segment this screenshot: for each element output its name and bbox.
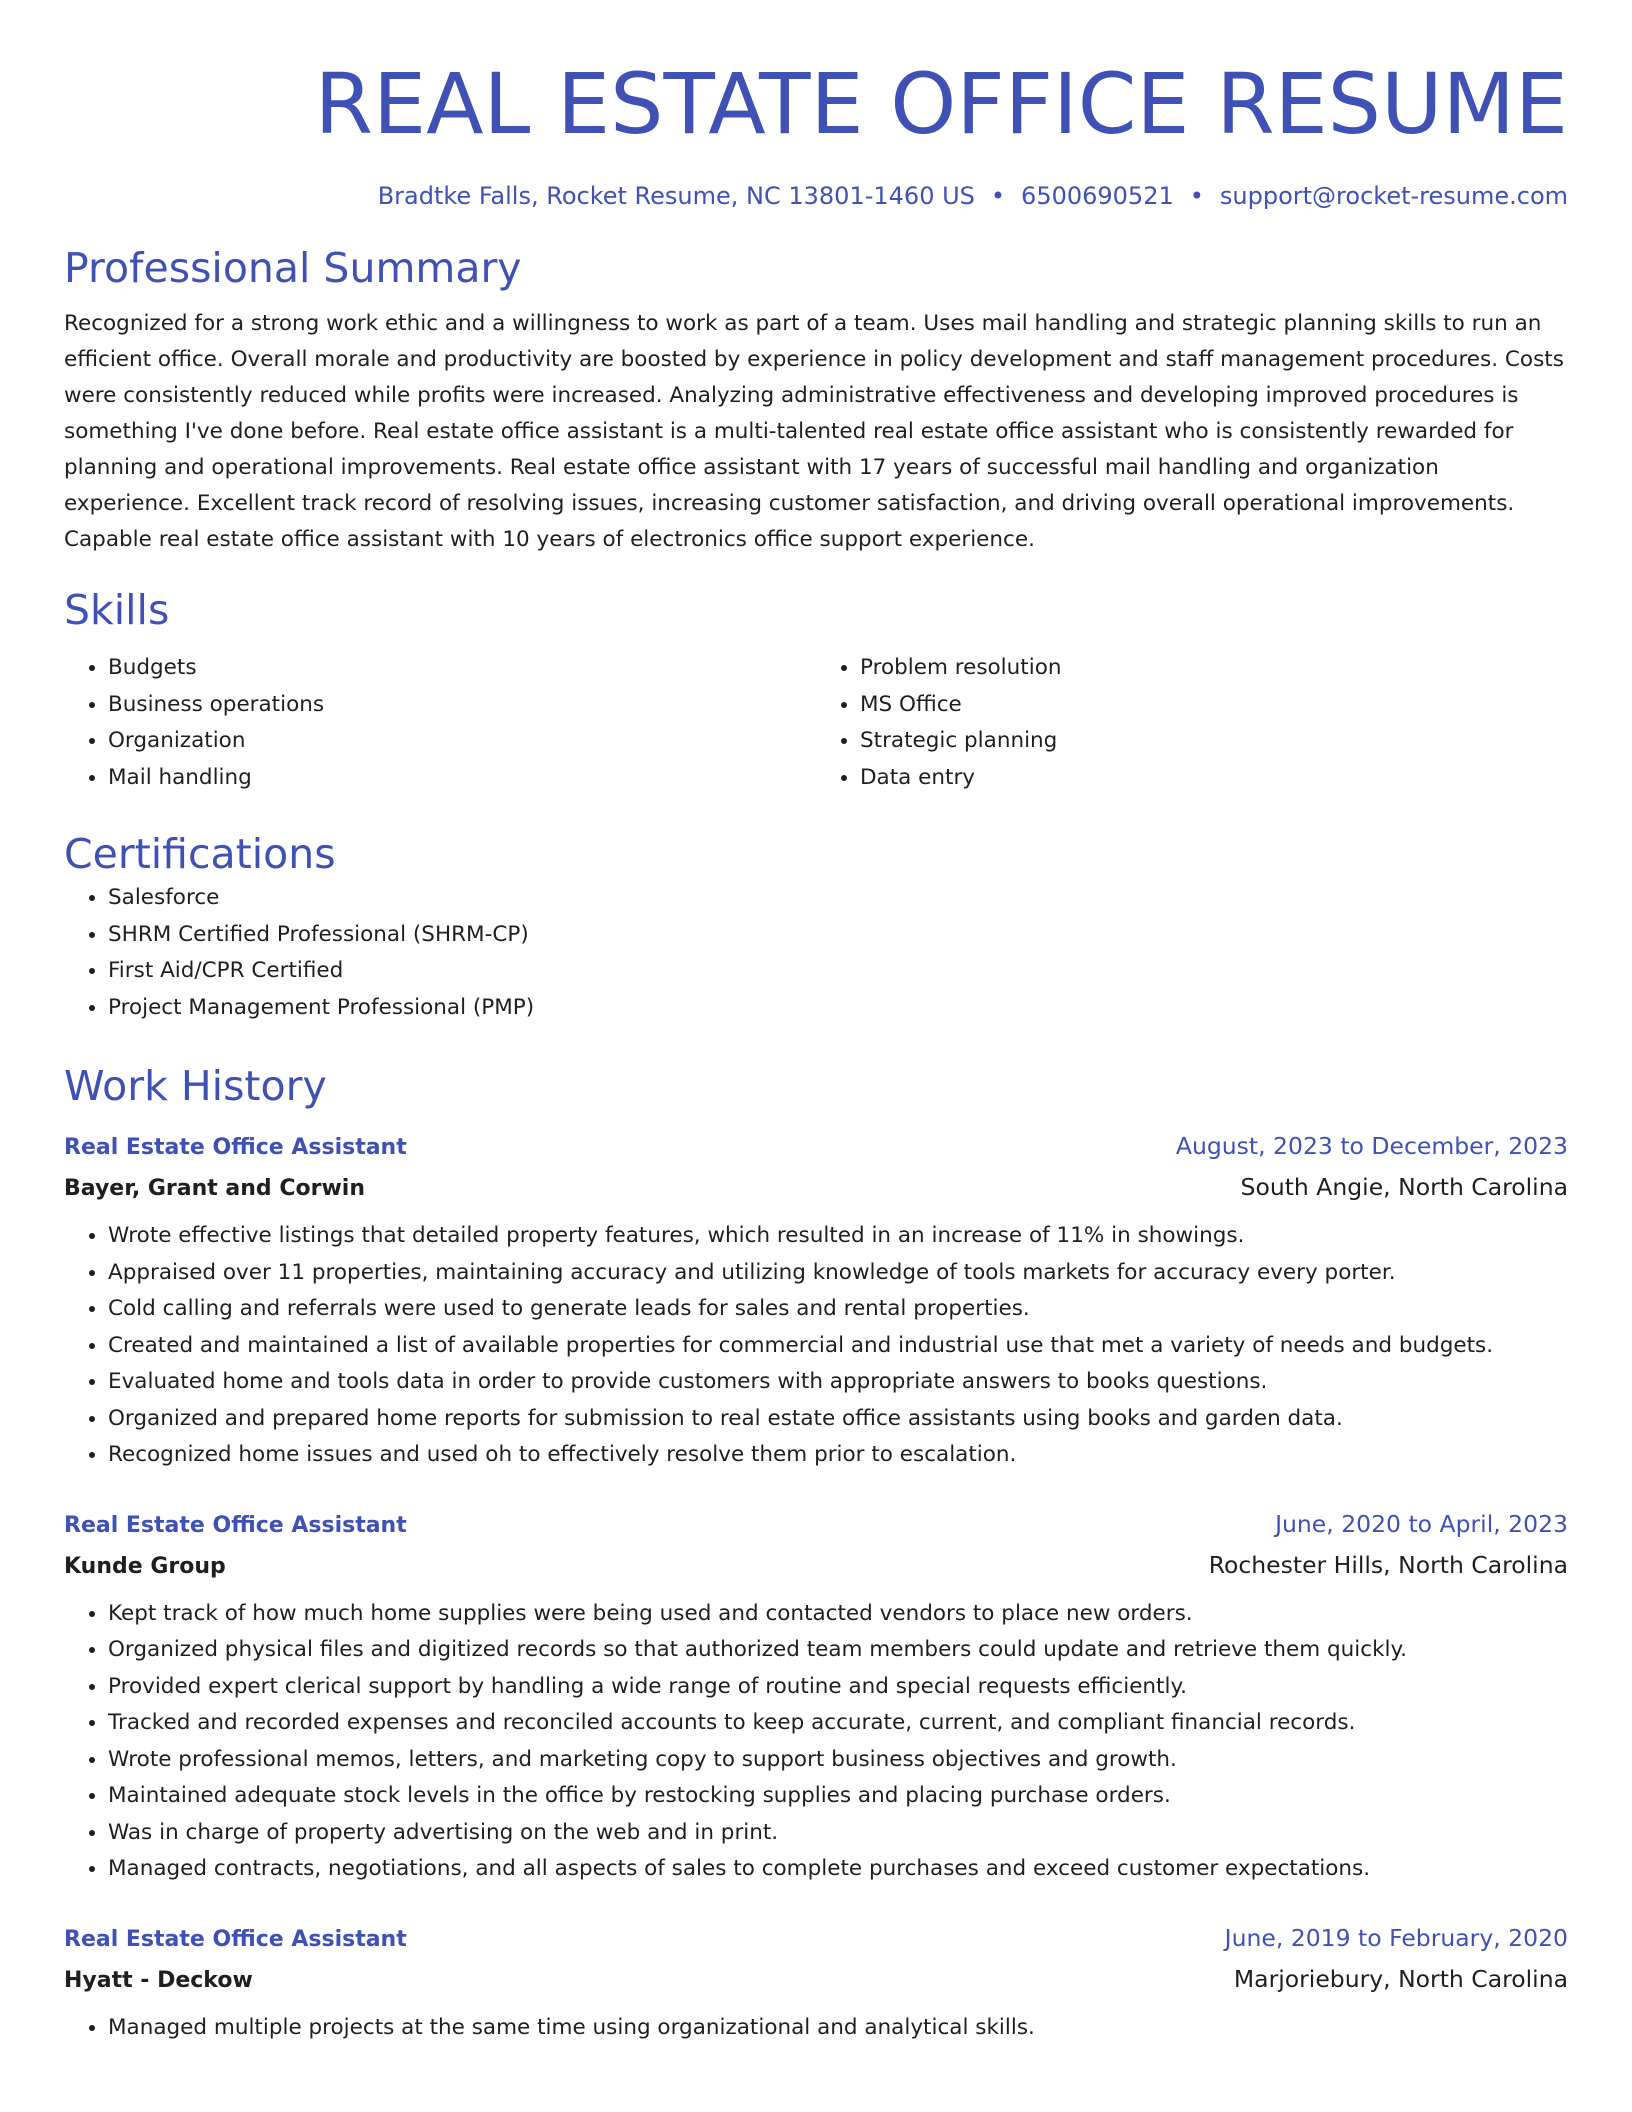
job-bullet: • Wrote professional memos, letters, and marketing copy to support business objectives and growth. <box>108 1742 1568 1779</box>
job-bullet: • Was in charge of property advertising on the web and in print. <box>108 1815 1568 1852</box>
job-entry <box>64 1504 1568 1888</box>
job-bullet: • Organized and prepared home reports for submission to real estate office assistants using books and garden data. <box>108 1401 1568 1438</box>
job-subheader <box>64 1546 1568 1586</box>
skills-list <box>64 650 1568 796</box>
job-dates: August, 2023 to December, 2023 <box>1175 1132 1568 1160</box>
job-location: Rochester Hills, North Carolina <box>1208 1550 1568 1579</box>
job-header <box>64 1126 1568 1168</box>
resume-page <box>64 0 1568 2046</box>
skill-item: • Problem resolution <box>860 650 1568 687</box>
job-bullet: • Created and maintained a list of available properties for commercial and industrial use that met a variety of needs and budgets. <box>108 1328 1568 1365</box>
job-bullet: • Evaluated home and tools data in order to provide customers with appropriate answers to books questions. <box>108 1364 1568 1401</box>
job-bullets <box>64 1218 1568 1474</box>
skills-heading: Skills <box>64 586 170 634</box>
summary-heading: Professional Summary <box>64 244 522 292</box>
job-subheader <box>64 1168 1568 1208</box>
job-company: Hyatt - Deckow <box>64 1967 253 1993</box>
job-bullet: • Appraised over 11 properties, maintaining accuracy and utilizing knowledge of tools markets for accuracy every porter. <box>108 1255 1568 1292</box>
job-entry <box>64 1126 1568 1474</box>
job-dates: June, 2020 to April, 2023 <box>1275 1509 1568 1538</box>
contact-email[interactable]: support@rocket-resume.com <box>1219 182 1568 210</box>
job-bullet: • Managed contracts, negotiations, and all aspects of sales to complete purchases and exceed customer expectations. <box>108 1851 1568 1888</box>
job-bullet: • Managed multiple projects at the same time using organizational and analytical skills. <box>108 2010 1568 2047</box>
job-bullet: • Maintained adequate stock levels in the office by restocking supplies and placing purchase orders. <box>108 1778 1568 1815</box>
job-bullet: • Wrote effective listings that detailed property features, which resulted in an increase of 11% in showings. <box>108 1218 1568 1255</box>
skill-item: • Strategic planning <box>860 723 1568 760</box>
job-dates: June, 2019 to February, 2020 <box>1224 1923 1568 1952</box>
job-bullet: • Cold calling and referrals were used to generate leads for sales and rental properties. <box>108 1291 1568 1328</box>
skill-item: • MS Office <box>860 687 1568 724</box>
certification-item: • First Aid/CPR Certified <box>108 953 1568 990</box>
job-header <box>64 1918 1568 1960</box>
contact-line <box>64 180 1568 212</box>
job-bullet: • Organized physical files and digitized records so that authorized team members could update and retrieve them quickly. <box>108 1632 1568 1669</box>
job-bullets <box>64 2010 1568 2047</box>
contact-address: Bradtke Falls, Rocket Resume, NC 13801-1460 US <box>377 182 975 210</box>
job-header <box>64 1504 1568 1546</box>
job-company: Bayer, Grant and Corwin <box>64 1176 365 1201</box>
job-company: Kunde Group <box>64 1553 226 1579</box>
job-entry <box>64 1918 1568 2047</box>
certifications-list <box>64 880 1568 1026</box>
skill-item: • Data entry <box>860 760 1568 797</box>
job-title: Real Estate Office Assistant <box>64 1926 407 1952</box>
skill-item: • Organization <box>108 723 816 760</box>
work-history-heading: Work History <box>64 1062 327 1110</box>
job-title: Real Estate Office Assistant <box>64 1512 407 1538</box>
job-bullet: • Provided expert clerical support by handling a wide range of routine and special requests efficiently. <box>108 1669 1568 1706</box>
job-location: South Angie, North Carolina <box>1240 1173 1568 1201</box>
skills-column-right <box>816 650 1568 796</box>
certification-item: • Salesforce <box>108 880 1568 917</box>
contact-phone[interactable]: 6500690521 <box>1021 182 1174 210</box>
skill-item: • Mail handling <box>108 760 816 797</box>
contact-separator: • <box>990 182 1006 210</box>
certification-item: • Project Management Professional (PMP) <box>108 990 1568 1027</box>
job-bullet: • Recognized home issues and used oh to effectively resolve them prior to escalation. <box>108 1437 1568 1474</box>
job-bullet: • Tracked and recorded expenses and reconciled accounts to keep accurate, current, and compliant financial records. <box>108 1705 1568 1742</box>
summary-text: Recognized for a strong work ethic and a willingness to work as part of a team. Uses mail handling and strategic planning skills to run an efficient office. Overall morale and productivity are boosted by experience in policy development and staff management procedures. Costs were consistently reduced while profits were increased. Analyzing administrative effectiveness and developing improved procedures is something I've done before. Real estate office assistant is a multi-talented real estate office assistant who is consistently rewarded for planning and operational improvements. Real estate office assistant with 17 years of successful mail handling and organization experience. Excellent track record of resolving issues, increasing customer satisfaction, and driving overall operational improvements. Capable real estate office assistant with 10 years of electronics office support experience. <box>64 311 1564 552</box>
resume-title: REAL ESTATE OFFICE RESUME <box>314 55 1568 153</box>
certifications-heading: Certifications <box>64 830 336 878</box>
skills-column-left <box>64 650 816 796</box>
skill-item: • Budgets <box>108 650 816 687</box>
skill-item: • Business operations <box>108 687 816 724</box>
certification-item: • SHRM Certified Professional (SHRM-CP) <box>108 917 1568 954</box>
contact-separator: • <box>1189 182 1204 210</box>
job-location: Marjoriebury, North Carolina <box>1233 1964 1568 1993</box>
job-bullets <box>64 1596 1568 1888</box>
job-bullet: • Kept track of how much home supplies were being used and contacted vendors to place new orders. <box>108 1596 1568 1633</box>
job-subheader <box>64 1960 1568 2000</box>
job-title: Real Estate Office Assistant <box>64 1135 407 1160</box>
